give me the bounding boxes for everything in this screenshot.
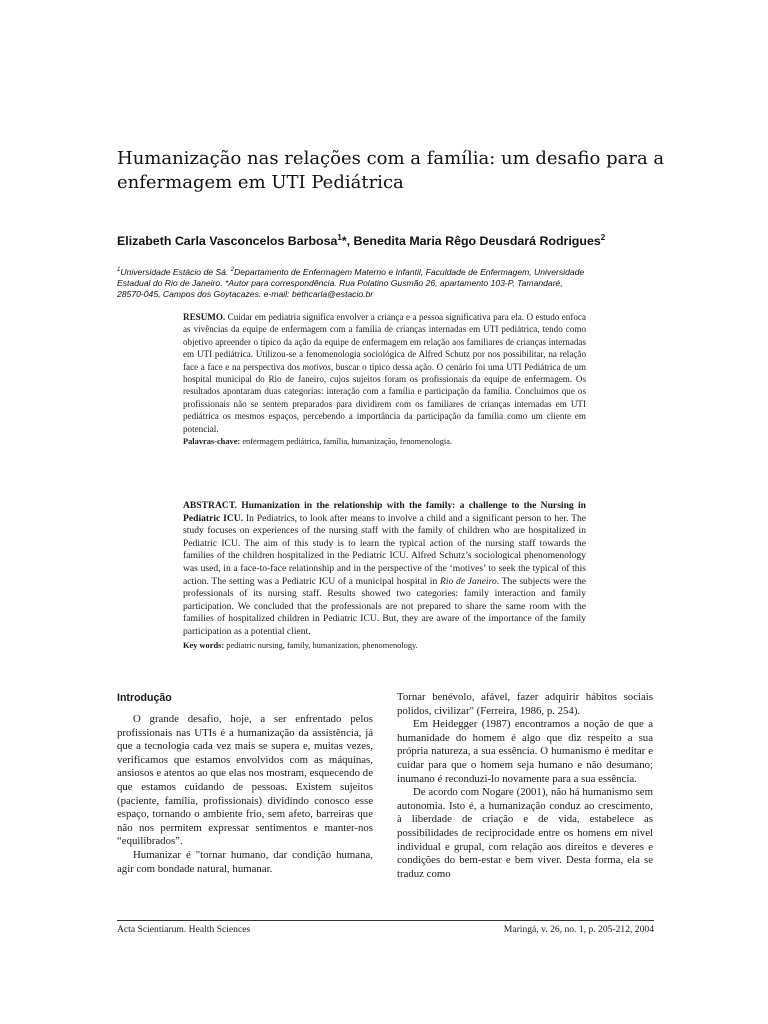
resumo-keywords-label: Palavras-chave:	[183, 437, 241, 447]
abstract-body-a: In Pediatrics, to look after means to involve a child and a significant person to her. The study focuses on experiences of the nursing staff with the family of children who are hospitalized in Pediatric ICU. The aim of this study is to learn the typical action of the nursing staff towards the families of the children hospitalized in the Pediatric ICU. Alfred Schutz’s sociological phenomenology was used, in a face-to-face relationship and in the perspective of the ‘motives’ to seek the typical of this action. The setting was a Pediatric ICU of a municipal hospital in	[183, 512, 587, 587]
author-2-name: Benedita Maria Rêgo Deusdará Rodrigues	[353, 234, 601, 249]
affiliation-1-text: Universidade Estácio de Sá.	[120, 266, 231, 277]
resumo-body-a: Cuidar em pediatria significa envolver a criança e a pessoa significativa para ela. O estudo enfoca as vivências da equipe de enfermagem com a família de crianças internadas em UTI pediátrica, tendo como objetivo apreender o típico da ação da equipe de enfermagem em relação aos familiares de crianças internadas em UTI pediátrica. Utilizou-se a fenomenologia sociológica de Alfred Schutz por nos possibilitar, na relação face a face e na perspectiva dos	[183, 312, 586, 372]
affiliation-line-1	[117, 265, 637, 278]
resumo-label: RESUMO.	[183, 312, 226, 322]
abstract-body-b: . The subjects were the professionals of its nursing staff. Results showed two categories: family interaction and family participation. We concluded that the professionals are not prepared to share the same room with the families of hospitalized children in Pediatric ICU. But, they are aware of the importance of the family participation as a potential client.	[183, 575, 587, 637]
abstract-body-italic: Rio de Janeiro	[439, 575, 497, 587]
intro-paragraph-4: De acordo com Nogare (2001), não há humanismo sem autonomia. Isto é, a humanização conduz ao crescimento, à liberdade de criação e de vida, estabelece as possibilidades de reciprocidade entre os homens em nível individual e grupal, com relação aos direitos e deveres e condições do bem-estar e bem viver. Desta forma, ela se traduz como	[397, 786, 653, 880]
footer-journal: Acta Scientiarum. Health Sciences	[117, 924, 251, 935]
resumo-text	[183, 311, 586, 435]
affiliation-line-3: 28570-045, Campos dos Goytacazes. e-mail: bethcarla@estacio.br	[117, 289, 374, 300]
affiliation-mark-1: 1	[117, 267, 121, 273]
author-1-affiliation-mark: 1	[337, 233, 342, 242]
footer-citation: Maringá, v. 26, no. 1, p. 205-212, 2004	[503, 924, 654, 935]
paper-title	[117, 147, 677, 195]
resumo-keywords-text: enfermagem pediátrica, família, humanização, fenomenologia.	[240, 437, 453, 447]
affiliation-2-text: Departamento de Enfermagem Materno e Infantil, Faculdade de Enfermagem, Universidade	[234, 266, 585, 277]
title-line-2: enfermagem em UTI Pediátrica	[117, 172, 404, 193]
intro-paragraph-2-continued: Tornar benévolo, afável, fazer adquirir hábitos sociais polidos, civilizar" (Ferreira, 1986, p. 254).	[397, 691, 653, 717]
intro-paragraph-3: Em Heidegger (1987) encontramos a noção de que a humanidade do homem é algo que diz respeito a sua própria natureza, a sua essência. O humanismo é meditar e cuidar para que o homem seja humano e não desumano; inumano é reconduzi-lo novamente para a sua essência.	[397, 718, 653, 785]
resumo-keywords	[183, 436, 586, 448]
section-heading-introducao: Introdução	[117, 692, 172, 704]
author-separator: ,	[346, 234, 354, 249]
abstract-block	[183, 500, 586, 652]
abstract-label: ABSTRACT. Humanization in the relationship with the family: a challenge to the Nursing in Pediatric ICU.	[183, 500, 586, 524]
body-column-right	[397, 691, 653, 881]
abstract-text	[183, 500, 586, 639]
abstract-keywords-label: Key words:	[183, 640, 225, 650]
intro-paragraph-1: O grande desafio, hoje, a ser enfrentado pelos profissionais nas UTIs é a humanização da assistência, já que a tecnologia cada vez mais se supera e, muitas vezes, verificamos que estamos envolvidos com as máquinas, ansiosos e atentos ao que elas nos mostram, esquecendo de que estamos cuidando de pessoas. Existem sujeitos (paciente, família, profissionais) dividindo conosco esse espaço, tornando o ambiente frio, sem afeto, barreiras que não nos permitem expressar sentimentos e manter-nos “equilibrados”.	[117, 713, 373, 848]
affiliation-mark-2: 2	[230, 267, 235, 273]
title-line-1: Humanização nas relações com a família: um desafio para a	[117, 148, 665, 169]
affiliations	[117, 265, 637, 301]
resumo-body-b: , buscar o típico dessa ação. O cenário foi uma UTI Pediátrica de um hospital municipal do Rio de Janeiro, cujos sujeitos foram os profissionais da equipe de enfermagem. Os resultados apontaram duas categorias: interação com a família e participação da família. Concluímos que os profissionais não se sentem preparados para dividirem com os familiares de crianças internadas em UTI pediátrica os mesmos espaços, percebendo a importância da participação da família como um cliente em potencial.	[183, 361, 586, 434]
footer-rule	[117, 920, 654, 921]
author-1-name: Elizabeth Carla Vasconcelos Barbosa	[117, 234, 338, 249]
author-2-affiliation-mark: 2	[600, 233, 606, 242]
intro-paragraph-2: Humanizar é "tornar humano, dar condição humana, agir com bondade natural, humanar.	[117, 848, 373, 875]
body-column-left	[117, 691, 373, 876]
author-list	[117, 233, 677, 248]
affiliation-line-2: Estadual do Rio de Janeiro. *Autor para correspondência. Rua Polatino Gusmão 26, apartamento 103-P, Tamandaré,	[117, 278, 563, 289]
corresponding-author-mark: *	[341, 234, 347, 249]
abstract-keywords	[183, 640, 586, 653]
abstract-keywords-text: pediatric nursing, family, humanization, phenomenology.	[224, 640, 418, 650]
resumo-block	[183, 311, 586, 448]
resumo-body-italic: motivos	[302, 361, 331, 372]
